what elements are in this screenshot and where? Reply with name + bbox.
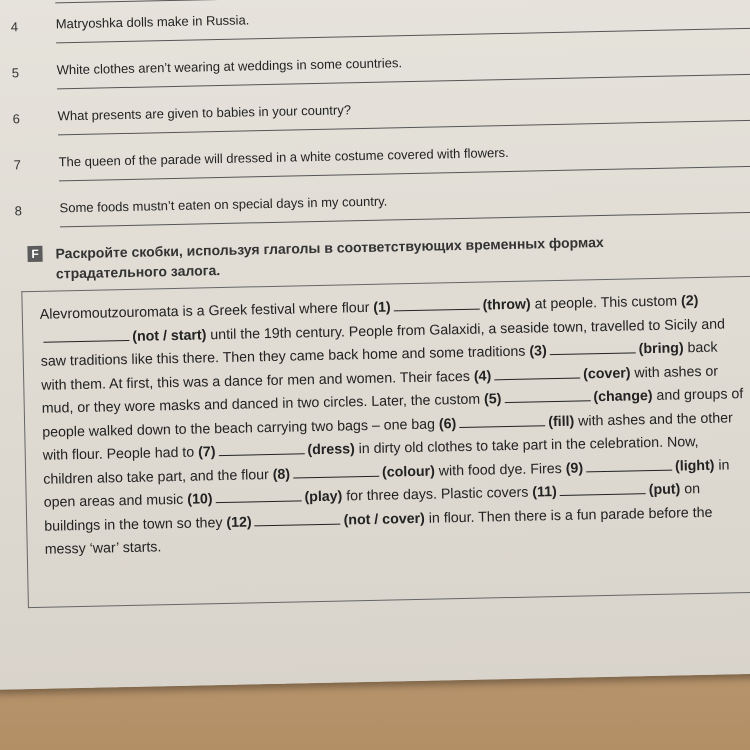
exercise-instructions: Раскройте скобки, используя глаголы в соответствующих временных формах страдательного залога. xyxy=(55,233,604,282)
passage-segment: in flour. Then there is a fun parade before the messy ‘war’ starts. xyxy=(44,504,713,558)
passage-segment: Alevromoutzouromata is a Greek festival where flour xyxy=(39,299,370,323)
blank-2[interactable] xyxy=(43,328,129,342)
passage-segment: with ashes and the other with flour. People had to xyxy=(42,409,733,464)
blank-9[interactable] xyxy=(586,458,672,472)
passage-segment: with ashes or mud, or they wore masks and danced in two circles. Later, the custom xyxy=(41,363,719,417)
blank-number: (2) xyxy=(680,293,699,310)
blank-number: (3) xyxy=(529,343,547,360)
passage-segment: in dirty old clothes to take part in the celebration. Now, children also take part, and the flour xyxy=(43,434,699,488)
sentence-number: 7 xyxy=(13,157,22,173)
sentence-text: What presents are given to babies in your country? xyxy=(57,102,352,124)
verb-hint: (play) xyxy=(304,488,343,506)
answer-line xyxy=(57,74,750,90)
passage-segment: in open areas and music xyxy=(43,456,730,511)
sentence-text: The queen of the parade will dressed in a white costume covered with flowers. xyxy=(58,144,509,170)
blank-number: (4) xyxy=(473,367,492,385)
blank-number: (10) xyxy=(187,491,213,508)
sentence-number: 6 xyxy=(12,111,21,127)
blank-11[interactable] xyxy=(560,482,646,496)
blank-12[interactable] xyxy=(254,512,340,526)
blank-8[interactable] xyxy=(293,464,379,478)
blank-1[interactable] xyxy=(393,298,479,312)
sentence-number: 4 xyxy=(10,19,19,35)
passage-box xyxy=(21,276,750,609)
blank-number: (11) xyxy=(532,484,557,501)
answer-line xyxy=(59,166,750,182)
blank-5[interactable] xyxy=(504,389,590,403)
passage-segment: on buildings in the town so they xyxy=(44,481,701,535)
verb-hint: (colour) xyxy=(381,463,436,481)
passage-segment: until the 19th century. People from Galaxidi, a seaside town, travelled to Sicily and saw traditions like this there. Then they came back home and some traditions xyxy=(40,315,726,370)
passage-segment: and groups of people walked down to the beach carrying two bags – one bag xyxy=(42,386,744,441)
blank-6[interactable] xyxy=(459,414,545,428)
blank-4[interactable] xyxy=(494,366,580,380)
verb-hint: (fill) xyxy=(548,413,575,430)
blank-number: (8) xyxy=(272,466,291,483)
passage-segment: with food dye. Fires xyxy=(438,460,562,479)
blank-7[interactable] xyxy=(218,442,304,456)
passage-text xyxy=(40,289,750,562)
blank-number: (6) xyxy=(438,415,457,432)
blank-number: (7) xyxy=(197,444,216,461)
verb-hint: (light) xyxy=(674,457,715,475)
verb-hint: (put) xyxy=(648,481,681,499)
blank-number: (9) xyxy=(565,459,584,477)
blank-10[interactable] xyxy=(215,489,301,503)
passage-segment: back with them. At first, this was a dance for men and women. Their faces xyxy=(41,339,718,394)
verb-hint: (not / start) xyxy=(132,326,207,345)
verb-hint: (cover) xyxy=(583,364,631,382)
blank-number: (12) xyxy=(226,513,252,531)
blank-number: (1) xyxy=(373,299,391,316)
verb-hint: (throw) xyxy=(482,296,531,314)
sentence-text: Matryoshka dolls make in Russia. xyxy=(55,12,250,32)
passage-segment: at people. This custom xyxy=(534,293,678,313)
sentence-text: White clothes aren’t wearing at weddings in some countries. xyxy=(56,55,403,78)
sentence-number: 8 xyxy=(14,203,23,219)
verb-hint: (dress) xyxy=(307,441,355,459)
sentence-text: Some foods mustn’t eaten on special days in my country. xyxy=(59,193,388,216)
exercise-letter-badge: F xyxy=(27,246,42,262)
blank-number: (5) xyxy=(483,391,502,408)
verb-hint: (change) xyxy=(593,388,653,406)
verb-hint: (bring) xyxy=(638,340,684,358)
verb-hint: (not / cover) xyxy=(343,510,425,528)
sentence-list xyxy=(10,0,750,239)
sentence-number: 5 xyxy=(11,65,20,81)
blank-3[interactable] xyxy=(550,341,636,355)
passage-segment: for three days. Plastic covers xyxy=(346,484,529,505)
answer-line xyxy=(60,212,750,228)
answer-line xyxy=(58,120,750,136)
